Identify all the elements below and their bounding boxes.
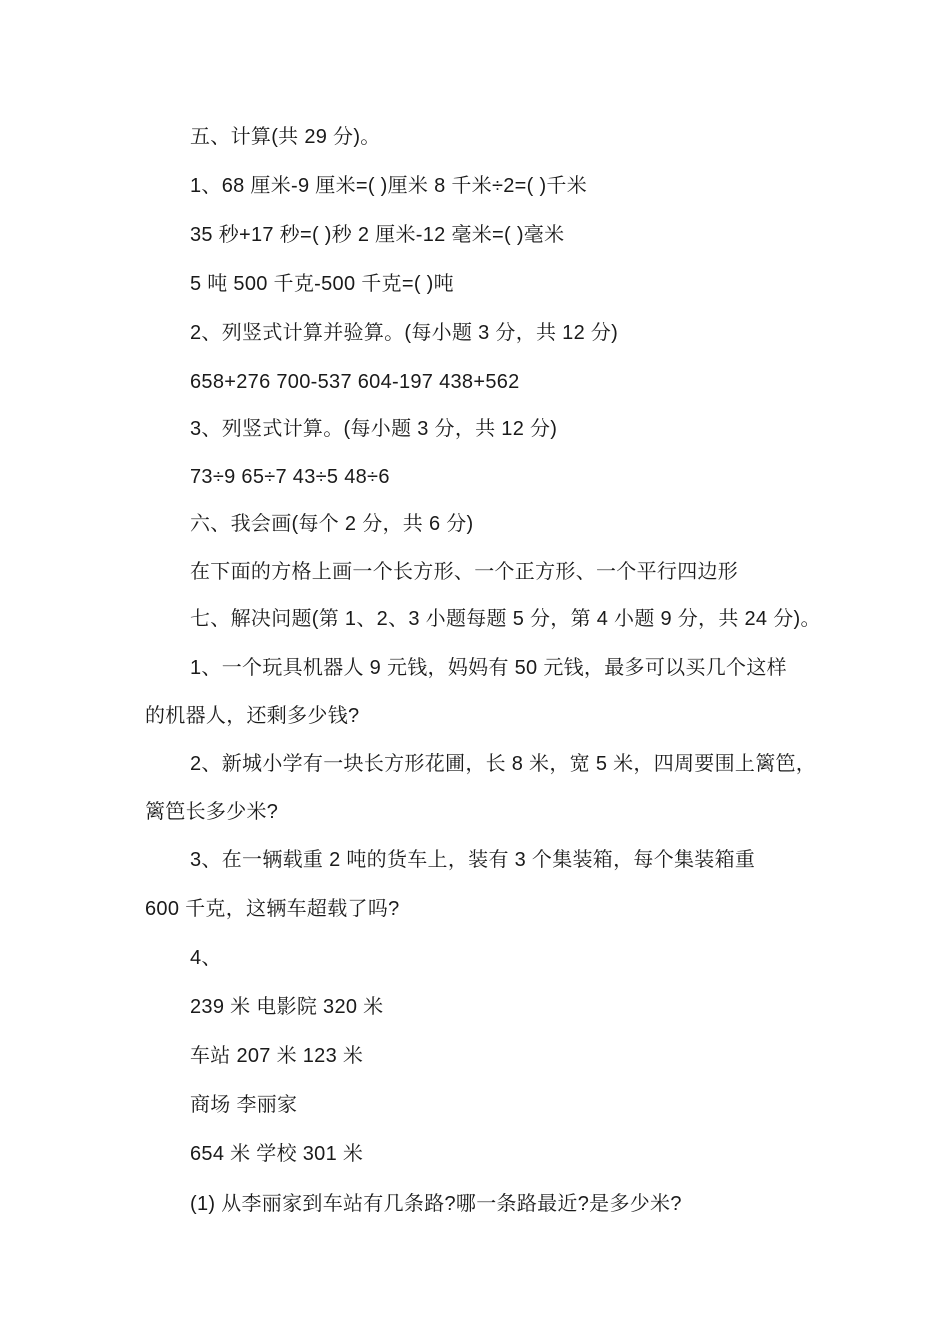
section-six-heading: 六、我会画(每个 2 分，共 6 分) <box>190 513 474 535</box>
section-seven-heading: 七、解决问题(第 1、2、3 小题每题 5 分，第 4 小题 9 分，共 24 分)。 <box>190 608 821 630</box>
problem-3-line-2: 600 千克，这辆车超载了吗? <box>145 898 400 920</box>
vertical-calc-problems: 73÷9 65÷7 43÷5 48÷6 <box>190 466 390 488</box>
vertical-calc-check-heading: 2、列竖式计算并验算。(每小题 3 分，共 12 分) <box>190 322 619 344</box>
calc-line-1: 1、68 厘米-9 厘米=( )厘米 8 千米÷2=( )千米 <box>190 175 588 197</box>
map-row-2: 车站 207 米 123 米 <box>190 1045 364 1067</box>
problem-4-label: 4、 <box>190 947 222 969</box>
map-row-1: 239 米 电影院 320 米 <box>190 996 384 1018</box>
map-row-4: 654 米 学校 301 米 <box>190 1143 364 1165</box>
vertical-calc-check-problems: 658+276 700-537 604-197 438+562 <box>190 371 520 393</box>
calc-line-3: 5 吨 500 千克-500 千克=( )吨 <box>190 273 454 295</box>
calc-line-2: 35 秒+17 秒=( )秒 2 厘米-12 毫米=( )毫米 <box>190 224 565 246</box>
section-five-heading: 五、计算(共 29 分)。 <box>190 126 381 148</box>
problem-1-line-1: 1、一个玩具机器人 9 元钱，妈妈有 50 元钱，最多可以买几个这样 <box>190 657 787 679</box>
drawing-instruction: 在下面的方格上画一个长方形、一个正方形、一个平行四边形 <box>190 561 739 583</box>
map-row-3: 商场 李丽家 <box>190 1094 298 1116</box>
vertical-calc-heading: 3、列竖式计算。(每小题 3 分，共 12 分) <box>190 418 558 440</box>
problem-3-line-1: 3、在一辆载重 2 吨的货车上，装有 3 个集装箱，每个集装箱重 <box>190 849 756 871</box>
problem-4-question-1: (1) 从李丽家到车站有几条路?哪一条路最近?是多少米? <box>190 1193 682 1215</box>
problem-2-line-2: 篱笆长多少米? <box>145 801 279 823</box>
problem-1-line-2: 的机器人，还剩多少钱? <box>145 705 360 727</box>
problem-2-line-1: 2、新城小学有一块长方形花圃，长 8 米，宽 5 米，四周要围上篱笆， <box>190 753 817 775</box>
